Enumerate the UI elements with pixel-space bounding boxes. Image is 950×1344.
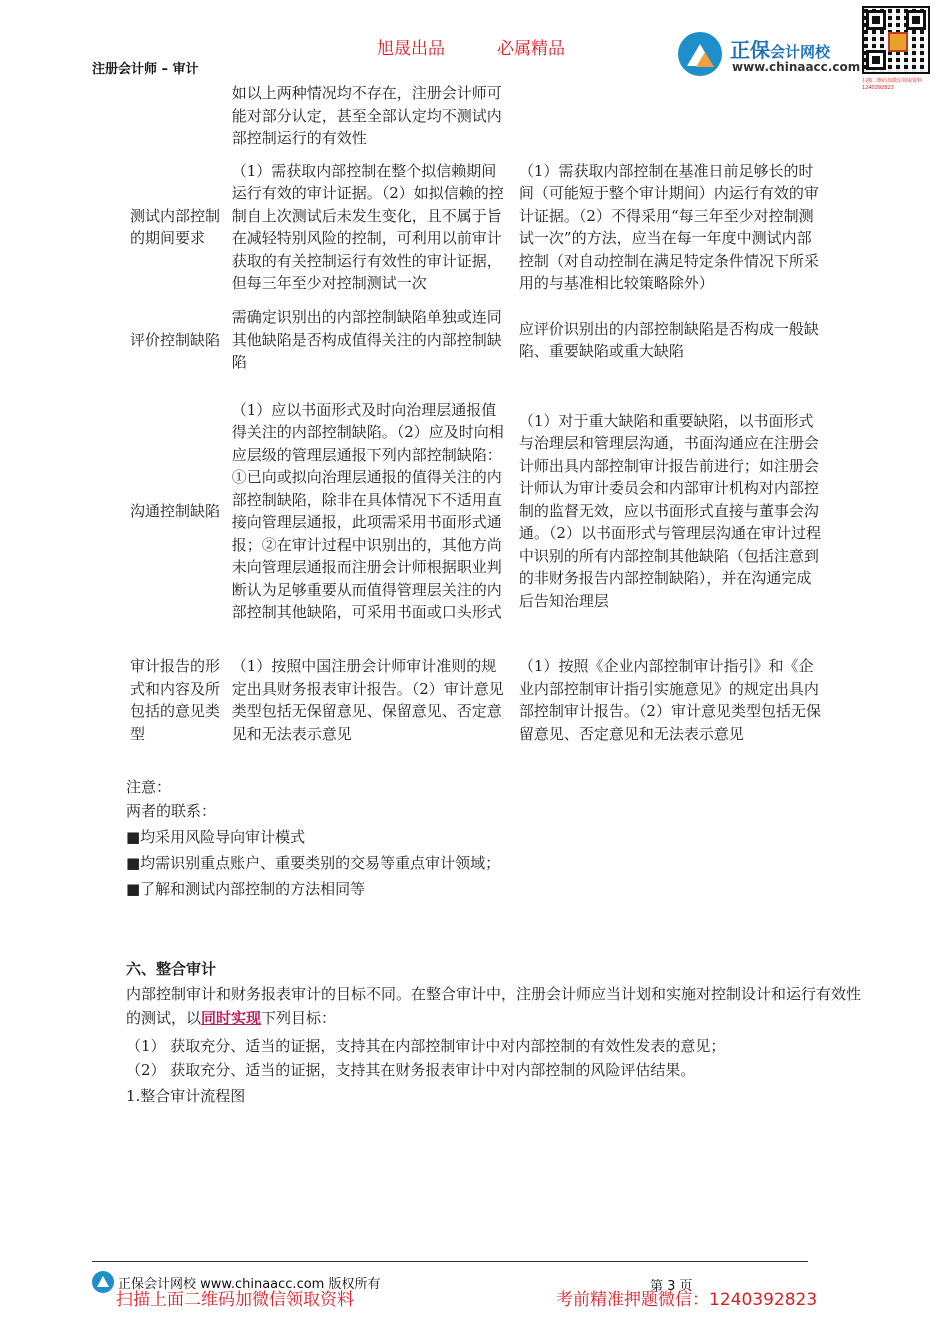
header-slogan-right: 必属精品 (497, 39, 565, 59)
ic-audit-cell (515, 82, 830, 150)
row-label: 沟通控制缺陷 (130, 501, 221, 520)
financial-audit-cell: 如以上两种情况均不存在，注册会计师可能对部分认定，甚至全部认定均不测试内部控制运行的有效性 (231, 84, 502, 147)
row-label: 评价控制缺陷 (130, 330, 221, 349)
row-label: 审计报告的形式和内容及所包括的意见类型 (130, 657, 221, 743)
row-label (126, 82, 228, 150)
table-row (126, 150, 830, 304)
ic-audit-cell: 应评价识别出的内部控制缺陷是否构成一般缺陷、重要缺陷或重大缺陷 (518, 319, 819, 360)
qr-code-icon (862, 6, 930, 74)
footer-copyright: 正保会计网校 www.chinaacc.com 版权所有 (118, 1277, 381, 1292)
logo-url: www.chinaacc.com (732, 60, 861, 74)
ic-audit-cell: （1）对于重大缺陷和重要缺陷，以书面形式与治理层和管理层沟通，书面沟通应在注册会计师出具内部控制审计报告前进行；如注册会计师认为审计委员会和内部审计机构对内部控制的监督无效，应以书面形式直接与董事会沟通。（2）以书面形式与管理层沟通在审计过程中识别的所有内部控制其他缺陷（包括注意到的非财务报告内部控制缺陷），并在沟通完成后告知治理层 (518, 411, 821, 610)
qr-caption: 扫描二维码加微信领取资料 1240392823 (862, 78, 923, 91)
financial-audit-cell: 需确定识别出的内部控制缺陷单独或连同其他缺陷是否构成值得关注的内部控制缺陷 (231, 308, 502, 372)
table-row (126, 646, 830, 754)
note-title: 注意： (126, 778, 172, 796)
note-bullet: ■了解和测试内部控制的方法相同等 (126, 880, 366, 898)
promo-right: 考前精准押题微信：1240392823 (556, 1290, 818, 1310)
financial-audit-cell: （1）需获取内部控制在整个拟信赖期间运行有效的审计证据。（2）如拟信赖的控制自上次测试后未发生变化，且不属于旨在减轻特别风险的控制，可利用以前审计获取的有关控制运行有效性的审计证据，但每三年至少对控制测试一次 (231, 161, 504, 292)
page-number: 第 3 页 (650, 1279, 693, 1294)
header-subject: 注册会计师 – 审计 (92, 62, 199, 77)
footer-divider (92, 1261, 808, 1262)
financial-audit-cell: （1）按照中国注册会计师审计准则的规定出具财务报表审计报告。（2）审计意见类型包括无保留意见、保留意见、否定意见和无法表示意见 (231, 657, 504, 743)
subsection-title: 1.整合审计流程图 (126, 1087, 246, 1105)
comparison-table (126, 82, 830, 754)
note-bullet: ■均需识别重点账户、重要类别的交易等重点审计领域； (126, 854, 501, 872)
note-subtitle: 两者的联系： (126, 802, 217, 820)
table-row (126, 82, 830, 150)
section-paragraph: 内部控制审计和财务报表审计的目标不同。在整合审计中，注册会计师应当计划和实施对控制设计和运行有效性的测试，以同时实现下列目标： (126, 985, 862, 1027)
logo-brand: 正保会计网校 (730, 38, 831, 62)
objective-item-2: （2） 获取充分、适当的证据，支持其在财务报表审计中对内部控制的风险评估结果。 (126, 1061, 696, 1079)
promo-left: 扫描上面二维码加微信领取资料 (116, 1290, 354, 1310)
chinaacc-logo[interactable] (678, 28, 861, 80)
objective-item-1: （1） 获取充分、适当的证据，支持其在内部控制审计中对内部控制的有效性发表的意见； (126, 1037, 726, 1055)
table-row (126, 376, 830, 646)
financial-audit-cell: （1）应以书面形式及时向治理层通报值得关注的内部控制缺陷。（2）应及时向相应层级的管理层通报下列内部控制缺陷：①已向或拟向治理层通报的值得关注的内部控制缺陷，除非在具体情况下不适用直接向管理层通报，此项需采用书面形式通报；②在审计过程中识别出的，其他方尚未向管理层通报而注册会计师根据职业判断认为足够重要从而值得管理层关注的内部控制其他缺陷，可采用书面或口头形式 (231, 400, 504, 621)
section-title: 六、整合审计 (126, 960, 217, 978)
ic-audit-cell: （1）按照《企业内部控制审计指引》和《企业内部控制审计指引实施意见》的规定出具内部控制审计报告。（2）审计意见类型包括无保留意见、否定意见和无法表示意见 (518, 657, 821, 743)
header-slogan-left: 旭晟出品 (377, 39, 445, 59)
note-bullet: ■均采用风险导向审计模式 (126, 828, 306, 846)
footer-logo-icon (92, 1271, 114, 1293)
table-row (126, 304, 830, 376)
highlight-text: 同时实现 (201, 1009, 262, 1027)
logo-emblem-icon (678, 32, 722, 76)
row-label: 测试内部控制的期间要求 (130, 206, 221, 247)
ic-audit-cell: （1）需获取内部控制在基准日前足够长的时间（可能短于整个审计期间）内运行有效的审计证据。（2）不得采用“每三年至少对控制测试一次”的方法，应当在每一年度中测试内部控制（对自动控制在满足特定条件情况下所采用的与基准相比较策略除外） (518, 161, 819, 292)
